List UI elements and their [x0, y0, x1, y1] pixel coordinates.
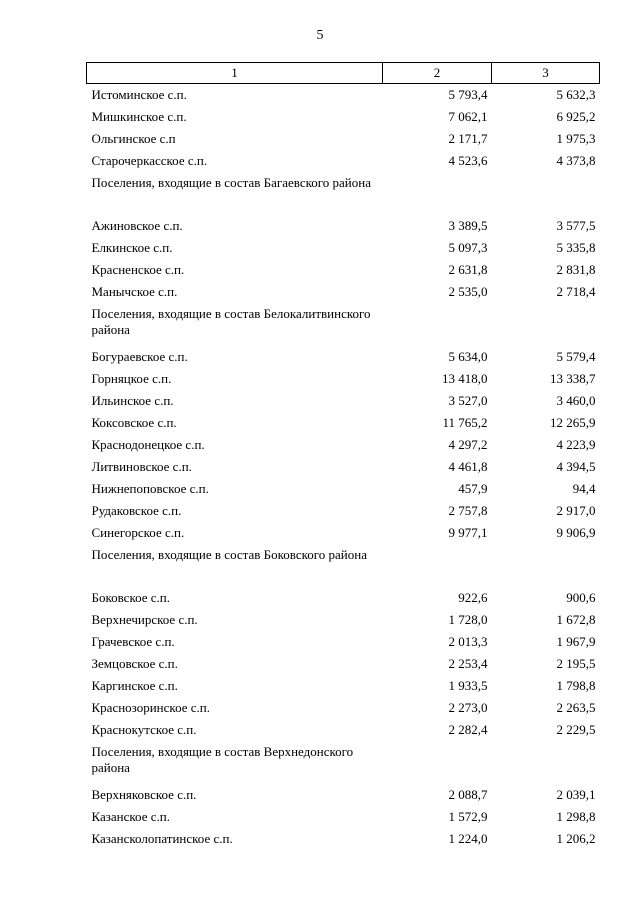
settlement-name: Нижнепоповское с.п.	[91, 480, 209, 496]
value-col-3: 1 967,9	[556, 633, 596, 649]
value-col-3: 2 229,5	[556, 721, 596, 737]
settlement-name: Казансколопатинское с.п.	[91, 830, 233, 846]
value-col-3: 9 906,9	[556, 524, 596, 540]
value-col-2: 1 728,0	[448, 611, 488, 627]
header-col-3: 3	[492, 63, 600, 84]
table-row	[87, 587, 600, 609]
value-col-3: 4 394,5	[556, 458, 596, 474]
table-row	[87, 806, 600, 828]
value-col-2: 1 224,0	[448, 830, 488, 846]
value-col-2	[383, 544, 492, 587]
value-col-2: 11 765,2	[442, 414, 488, 430]
value-col-3: 1 672,8	[556, 611, 596, 627]
table-header	[87, 63, 600, 84]
value-col-3: 94,4	[572, 480, 596, 496]
value-col-3	[492, 741, 600, 784]
settlement-name: Горняцкое с.п.	[91, 370, 172, 386]
table-row	[87, 609, 600, 631]
value-col-3: 6 925,2	[556, 108, 596, 124]
table-row	[87, 259, 600, 281]
value-col-2: 4 461,8	[448, 458, 488, 474]
table-row	[87, 84, 600, 106]
table-row	[87, 390, 600, 412]
settlement-name: Ильинское с.п.	[91, 392, 174, 408]
value-col-3	[492, 172, 600, 215]
value-col-2: 1 933,5	[448, 677, 488, 693]
table-row	[87, 522, 600, 544]
header-col-1: 1	[87, 63, 383, 84]
value-col-3: 900,6	[566, 589, 596, 605]
group-header-row	[87, 303, 600, 346]
value-col-3: 5 335,8	[556, 239, 596, 255]
settlement-name: Грачевское с.п.	[91, 633, 175, 649]
value-col-2: 2 282,4	[448, 721, 488, 737]
settlement-name: Мишкинское с.п.	[91, 108, 187, 124]
value-col-2	[383, 741, 492, 784]
budget-table	[86, 62, 600, 850]
table-row	[87, 719, 600, 741]
value-col-2: 2 631,8	[448, 261, 488, 277]
value-col-3: 2 718,4	[556, 283, 596, 299]
value-col-2: 2 757,8	[448, 502, 488, 518]
value-col-3: 1 206,2	[556, 830, 596, 846]
value-col-3	[492, 544, 600, 587]
value-col-2: 5 634,0	[448, 348, 488, 364]
settlement-name: Верхнечирское с.п.	[91, 611, 198, 627]
value-col-2: 4 297,2	[448, 436, 488, 452]
value-col-3: 2 917,0	[556, 502, 596, 518]
value-col-3: 2 263,5	[556, 699, 596, 715]
group-title: Поселения, входящие в состав Белокалитвинского района	[91, 305, 371, 337]
settlement-name: Земцовское с.п.	[91, 655, 178, 671]
value-col-2: 13 418,0	[442, 370, 488, 386]
table-row	[87, 456, 600, 478]
value-col-3: 4 373,8	[556, 152, 596, 168]
value-col-2: 2 013,3	[448, 633, 488, 649]
value-col-2: 3 527,0	[448, 392, 488, 408]
table-row	[87, 828, 600, 850]
settlement-name: Краснозоринское с.п.	[91, 699, 210, 715]
value-col-2: 2 273,0	[448, 699, 488, 715]
settlement-name: Елкинское с.п.	[91, 239, 173, 255]
value-col-2: 457,9	[458, 480, 488, 496]
value-col-3: 2 831,8	[556, 261, 596, 277]
value-col-2: 2 535,0	[448, 283, 488, 299]
value-col-3: 1 798,8	[556, 677, 596, 693]
value-col-3: 2 039,1	[556, 786, 596, 802]
group-header-row	[87, 172, 600, 215]
table-row	[87, 106, 600, 128]
value-col-3: 3 577,5	[556, 217, 596, 233]
header-row	[87, 63, 600, 84]
group-header-row	[87, 544, 600, 587]
value-col-2: 2 171,7	[448, 130, 488, 146]
value-col-3: 3 460,0	[556, 392, 596, 408]
settlement-name: Краснокутское с.п.	[91, 721, 197, 737]
value-col-2: 4 523,6	[448, 152, 488, 168]
value-col-2: 2 088,7	[448, 786, 488, 802]
settlement-name: Синегорское с.п.	[91, 524, 185, 540]
value-col-3: 13 338,7	[550, 370, 596, 386]
value-col-2: 922,6	[458, 589, 488, 605]
table-row	[87, 500, 600, 522]
value-col-2	[383, 172, 492, 215]
table-row	[87, 346, 600, 368]
table-row	[87, 412, 600, 434]
value-col-2: 2 253,4	[448, 655, 488, 671]
settlement-name: Каргинское с.п.	[91, 677, 178, 693]
page-number: 5	[316, 28, 324, 43]
table-row	[87, 784, 600, 806]
settlement-name: Ольгинское с.п	[91, 130, 176, 146]
settlement-name: Казанское с.п.	[91, 808, 170, 824]
value-col-2: 3 389,5	[448, 217, 488, 233]
value-col-3: 12 265,9	[550, 414, 596, 430]
table-row	[87, 653, 600, 675]
table-row	[87, 128, 600, 150]
settlement-name: Старочеркасское с.п.	[91, 152, 208, 168]
value-col-3: 5 632,3	[556, 87, 596, 102]
table-row	[87, 434, 600, 456]
table-row	[87, 215, 600, 237]
value-col-2	[383, 303, 492, 346]
value-col-3: 1 975,3	[556, 130, 596, 146]
settlement-name: Краснодонецкое с.п.	[91, 436, 205, 452]
table-row	[87, 150, 600, 172]
table-row	[87, 478, 600, 500]
table-row	[87, 697, 600, 719]
settlement-name: Верхняковское с.п.	[91, 786, 197, 802]
value-col-3: 5 579,4	[556, 348, 596, 364]
value-col-2: 5 097,3	[448, 239, 488, 255]
settlement-name: Истоминское с.п.	[91, 87, 187, 102]
group-title: Поселения, входящие в состав Боковского района	[91, 546, 367, 562]
settlement-name: Коксовское с.п.	[91, 414, 177, 430]
value-col-3: 4 223,9	[556, 436, 596, 452]
value-col-2: 9 977,1	[448, 524, 488, 540]
table-row	[87, 237, 600, 259]
table-row	[87, 631, 600, 653]
group-title: Поселения, входящие в состав Верхнедонского района	[91, 743, 354, 775]
value-col-3: 2 195,5	[556, 655, 596, 671]
value-col-2: 1 572,9	[448, 808, 488, 824]
settlement-name: Манычское с.п.	[91, 283, 178, 299]
header-col-2: 2	[383, 63, 492, 84]
table-body	[87, 84, 600, 850]
settlement-name: Богураевское с.п.	[91, 348, 188, 364]
value-col-2: 5 793,4	[448, 87, 488, 102]
settlement-name: Красненское с.п.	[91, 261, 185, 277]
table-row	[87, 281, 600, 303]
settlement-name: Литвиновское с.п.	[91, 458, 192, 474]
group-header-row	[87, 741, 600, 784]
value-col-2: 7 062,1	[448, 108, 488, 124]
table-row	[87, 368, 600, 390]
settlement-name: Боковское с.п.	[91, 589, 171, 605]
settlement-name: Рудаковское с.п.	[91, 502, 182, 518]
value-col-3: 1 298,8	[556, 808, 596, 824]
settlement-name: Ажиновское с.п.	[91, 217, 183, 233]
table-row	[87, 675, 600, 697]
group-title: Поселения, входящие в состав Багаевского района	[91, 174, 371, 190]
value-col-3	[492, 303, 600, 346]
